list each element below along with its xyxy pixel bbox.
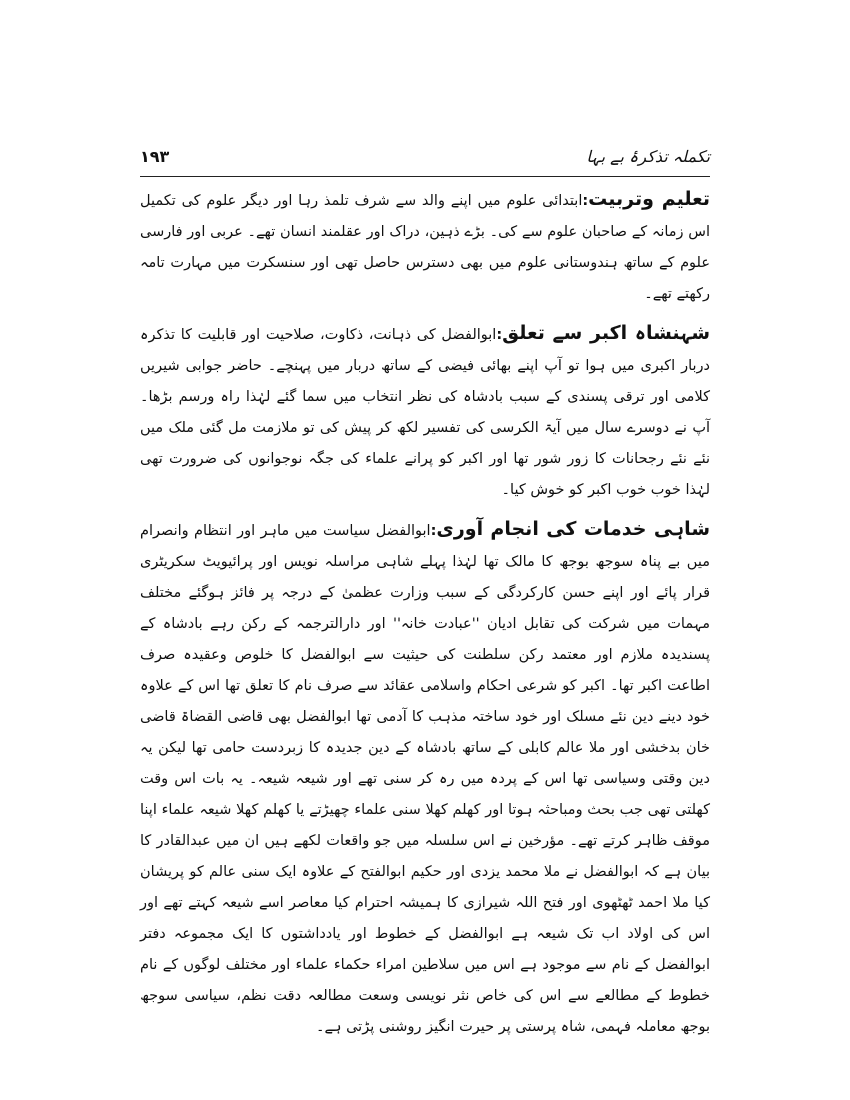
section-text: ابوالفضل سیاست میں ماہر اور انتظام وانصرام میں بے پناہ سوجھ بوجھ کا مالک تھا لہٰذا پہلے شاہی مراسلہ نویس اور پرائیویٹ سکریٹری قرار پائے اور اپنے حسن کارکردگی کے سبب وزارت عظمیٰ کے درجہ پر فائز ہوگئے مختلف مہمات میں شرکت کی تقابل ادیان ''عبادت خانہ'' اور دارالترجمہ کے رکن رہے بادشاہ کے پسندیدہ ملازم اور معتمد رکن سلطنت کی حیثیت سے ابوالفضل کا خلوص وعقیدہ صرف اطاعت اکبر تھا۔ اکبر کو شرعی احکام واسلامی عقائد سے صرف نام کا تعلق تھا اس کے علاوہ خود دینے دین نئے مسلک اور خود ساختہ مذہب کا آدمی تھا ابوالفضل بھی قاضی القضاۃ قاضی خان بدخشی اور ملا عالم کابلی کے ساتھ بادشاہ کے دین جدیدہ کا زبردست حامی تھا لیکن یہ دین وقتی وسیاسی تھا اس کے پردہ میں رہ کر سنی تھے اور شیعہ شیعہ۔ یہ بات اس وقت کھلتی تھی جب بحث ومباحثہ ہوتا اور کھلم کھلا سنی علماء چھیڑتے یا کھلم کھلا شیعہ علماء اپنا موقف ظاہر کرتے تھے۔ مؤرخین نے اس سلسلہ میں جو واقعات لکھے ہیں ان میں عبدالقادر کا بیان ہے کہ ابوالفضل نے ملا محمد یزدی اور حکیم ابوالفتح کے علاوہ ایک سنی عالم کو پریشان کیا ملا احمد ٹھٹھوی اور فتح اللہ شیرازی کا ہمیشہ احترام کیا معاصر اسے شیعہ کہتے تھے اور اس کی اولاد اب تک شیعہ ہے ابوالفضل کے خطوط اور یادداشتوں کا ایک مجموعہ دفتر ابوالفضل کے نام سے موجود ہے اس میں سلاطین امراء حکماء علماء اور مختلف لوگوں کے نام خطوط کے مطالعے سے اس کی خاص نثر نویسی وسعت مطالعہ دقت نظم، سیاسی سوجھ بوجھ معاملہ فہمی، شاہ پرستی پر حیرت انگیز روشنی پڑتی ہے۔ — [140, 523, 710, 1035]
heading-colon: : — [496, 327, 503, 343]
section-text: ابتدائی علوم میں اپنے والد سے شرف تلمذ رہا اور دیگر علوم کی تکمیل اس زمانہ کے صاحبان علوم سے کی۔ بڑے ذہین، دراک اور عقلمند انسان تھے۔ عربی اور فارسی علوم کے ساتھ ہندوستانی علوم میں بھی دسترس حاصل تھی اور سنسکرت میں مہارت تامہ رکھتے تھے۔ — [140, 193, 710, 302]
running-title: تکملہ تذکرۂ بے بہا — [586, 147, 710, 166]
heading-colon: : — [430, 523, 437, 539]
paragraph — [140, 318, 710, 506]
section-text: ابوالفضل کی ذہانت، ذکاوت، صلاحیت اور قابلیت کا تذکرہ دربار اکبری میں ہوا تو آپ اپنے بھائی فیضی کے ساتھ دربار میں پہنچے۔ حاضر جوابی شیریں کلامی اور ترقی پسندی کے سبب بادشاہ کی نظر انتخاب میں سما گئے لہٰذا راہ ورسم بڑھا۔ آپ نے دوسرے سال میں آیۃ الکرسی کی تفسیر لکھ کر پیش کی تو ملازمت مل گئی ملک میں نئے نئے رجحانات کا زور شور تھا اور اکبر کو پرانے علماء کی جگہ نوجوانوں کی ضرورت تھی لہٰذا خوب خوب اکبر کو خوش کیا۔ — [140, 327, 710, 498]
section-heading: تعلیم وتربیت — [588, 188, 711, 210]
header-divider — [140, 176, 710, 177]
section-education — [140, 184, 710, 310]
section-heading: شہنشاہ اکبر سے تعلق — [502, 322, 710, 344]
page-body — [140, 184, 710, 1047]
paragraph — [140, 184, 710, 310]
section-heading: شاہی خدمات کی انجام آوری — [436, 518, 711, 540]
section-akbar-relation — [140, 318, 710, 506]
heading-colon: : — [582, 193, 589, 209]
page-number: ۱۹۳ — [140, 147, 170, 166]
section-royal-services — [140, 514, 710, 1043]
page-header — [140, 147, 710, 175]
paragraph — [140, 514, 710, 1043]
